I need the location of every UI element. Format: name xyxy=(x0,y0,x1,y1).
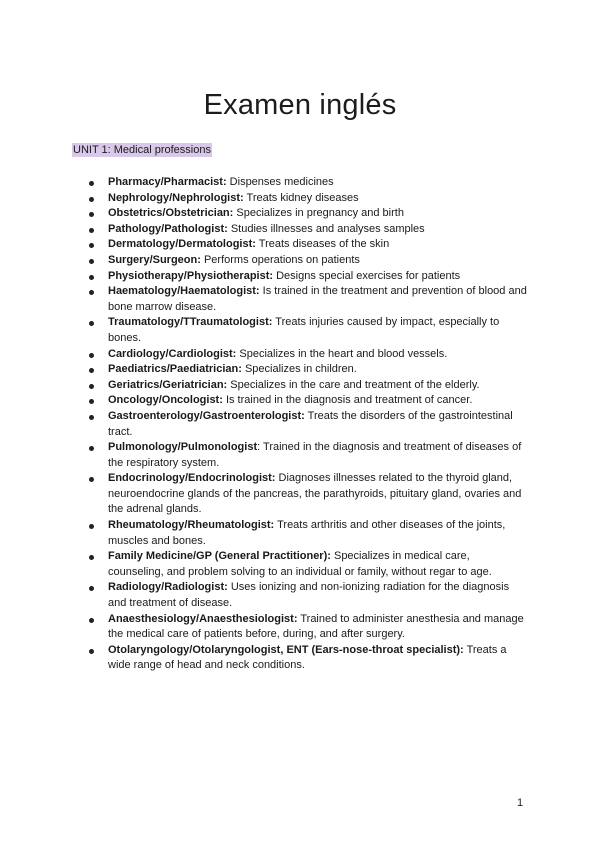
item-description: Is trained in the treatment and prevention of blood and bone marrow disease. xyxy=(108,285,527,313)
item-description: Dispenses medicines xyxy=(226,176,334,188)
list-item xyxy=(108,518,528,549)
item-term: Radiology/Radiologist: xyxy=(108,581,228,594)
list-item xyxy=(108,284,528,315)
professions-list xyxy=(108,175,528,674)
item-description: : Trained in the diagnosis and treatment of diseases of the respiratory system. xyxy=(108,441,522,469)
item-term: Endocrinology/Endocrinologist: xyxy=(108,472,276,485)
list-item xyxy=(108,580,528,611)
document-title: Examen inglés xyxy=(203,89,397,122)
list-item xyxy=(108,315,528,346)
list-item xyxy=(108,253,528,269)
item-term: Pathology/Pathologist: xyxy=(108,222,228,235)
item-term: Pharmacy/Pharmacist: xyxy=(108,176,227,188)
item-description: Is trained in the diagnosis and treatment of cancer. xyxy=(222,394,473,407)
list-item xyxy=(108,471,528,518)
page-number: 1 xyxy=(517,797,524,809)
item-description: Treats diseases of the skin xyxy=(255,238,390,251)
item-term: Haematology/Haematologist: xyxy=(108,285,260,298)
item-description: Specializes in pregnancy and birth xyxy=(233,207,404,220)
item-term: Otolaryngology/Otolaryngologist, ENT (Ears-nose-throat specialist): xyxy=(108,643,464,656)
item-term: Geriatrics/Geriatrician: xyxy=(108,378,228,391)
item-term: Family Medicine/GP (General Practitioner): xyxy=(108,550,331,563)
item-description: Treats injuries caused by impact, especially to bones. xyxy=(108,316,500,344)
list-item xyxy=(108,237,528,253)
list-item xyxy=(108,393,528,409)
item-term: Traumatology/TTraumatologist: xyxy=(108,316,273,329)
unit-heading: UNIT 1: Medical professions xyxy=(73,144,211,156)
item-term: Oncology/Oncologist: xyxy=(108,394,223,407)
item-description: Specializes in the heart and blood vessels. xyxy=(236,347,448,360)
item-term: Physiotherapy/Physiotherapist: xyxy=(108,269,274,282)
item-description: Treats arthritis and other diseases of the joints, muscles and bones. xyxy=(108,519,506,547)
list-item xyxy=(108,409,528,440)
list-item xyxy=(108,175,528,191)
item-term: Anaesthesiology/Anaesthesiologist: xyxy=(108,612,298,625)
item-description: Specializes in medical care, counseling, and problem solving to an individual or family, without regar to age. xyxy=(108,550,492,578)
item-description: Performs operations on patients xyxy=(200,253,360,266)
item-description: Specializes in the care and treatment of the elderly. xyxy=(227,378,480,391)
list-item xyxy=(108,347,528,363)
item-description: Treats kidney diseases xyxy=(243,191,359,204)
item-term: Pulmonology/Pulmonologist xyxy=(108,441,258,454)
list-item xyxy=(108,549,528,580)
list-item xyxy=(108,440,528,471)
list-item xyxy=(108,362,528,378)
item-description: Designs special exercises for patients xyxy=(273,269,461,282)
list-item xyxy=(108,643,528,674)
item-description: Uses ionizing and non-ionizing radiation for the diagnosis and treatment of disease. xyxy=(108,581,510,610)
item-term: Gastroenterology/Gastroenterologist: xyxy=(108,409,305,422)
list-item xyxy=(108,222,528,238)
list-item xyxy=(108,206,528,222)
item-description: Treats a wide range of head and neck conditions. xyxy=(108,643,507,672)
list-item xyxy=(108,612,528,643)
item-term: Surgery/Surgeon: xyxy=(108,253,201,266)
item-term: Paediatrics/Paediatrician: xyxy=(108,363,242,376)
item-term: Rheumatology/Rheumatologist: xyxy=(108,519,275,532)
item-description: Trained to administer anesthesia and manage the medical care of patients before, during, and after surgery. xyxy=(108,612,524,641)
item-description: Specializes in children. xyxy=(241,363,357,376)
item-description: Studies illnesses and analyses samples xyxy=(227,222,425,235)
item-term: Obstetrics/Obstetrician: xyxy=(108,207,234,220)
item-term: Nephrology/Nephrologist: xyxy=(108,191,244,204)
list-item xyxy=(108,269,528,285)
item-term: Cardiology/Cardiologist: xyxy=(108,347,237,360)
list-item xyxy=(108,191,528,207)
item-description: Treats the disorders of the gastrointestinal tract. xyxy=(108,409,513,438)
item-term: Dermatology/Dermatologist: xyxy=(108,238,256,251)
list-item xyxy=(108,378,528,394)
item-description: Diagnoses illnesses related to the thyroid gland, neuroendocrine glands of the pancreas, the parathyroids, pituitary gland, ovaries and the adrenal glands. xyxy=(108,472,522,516)
